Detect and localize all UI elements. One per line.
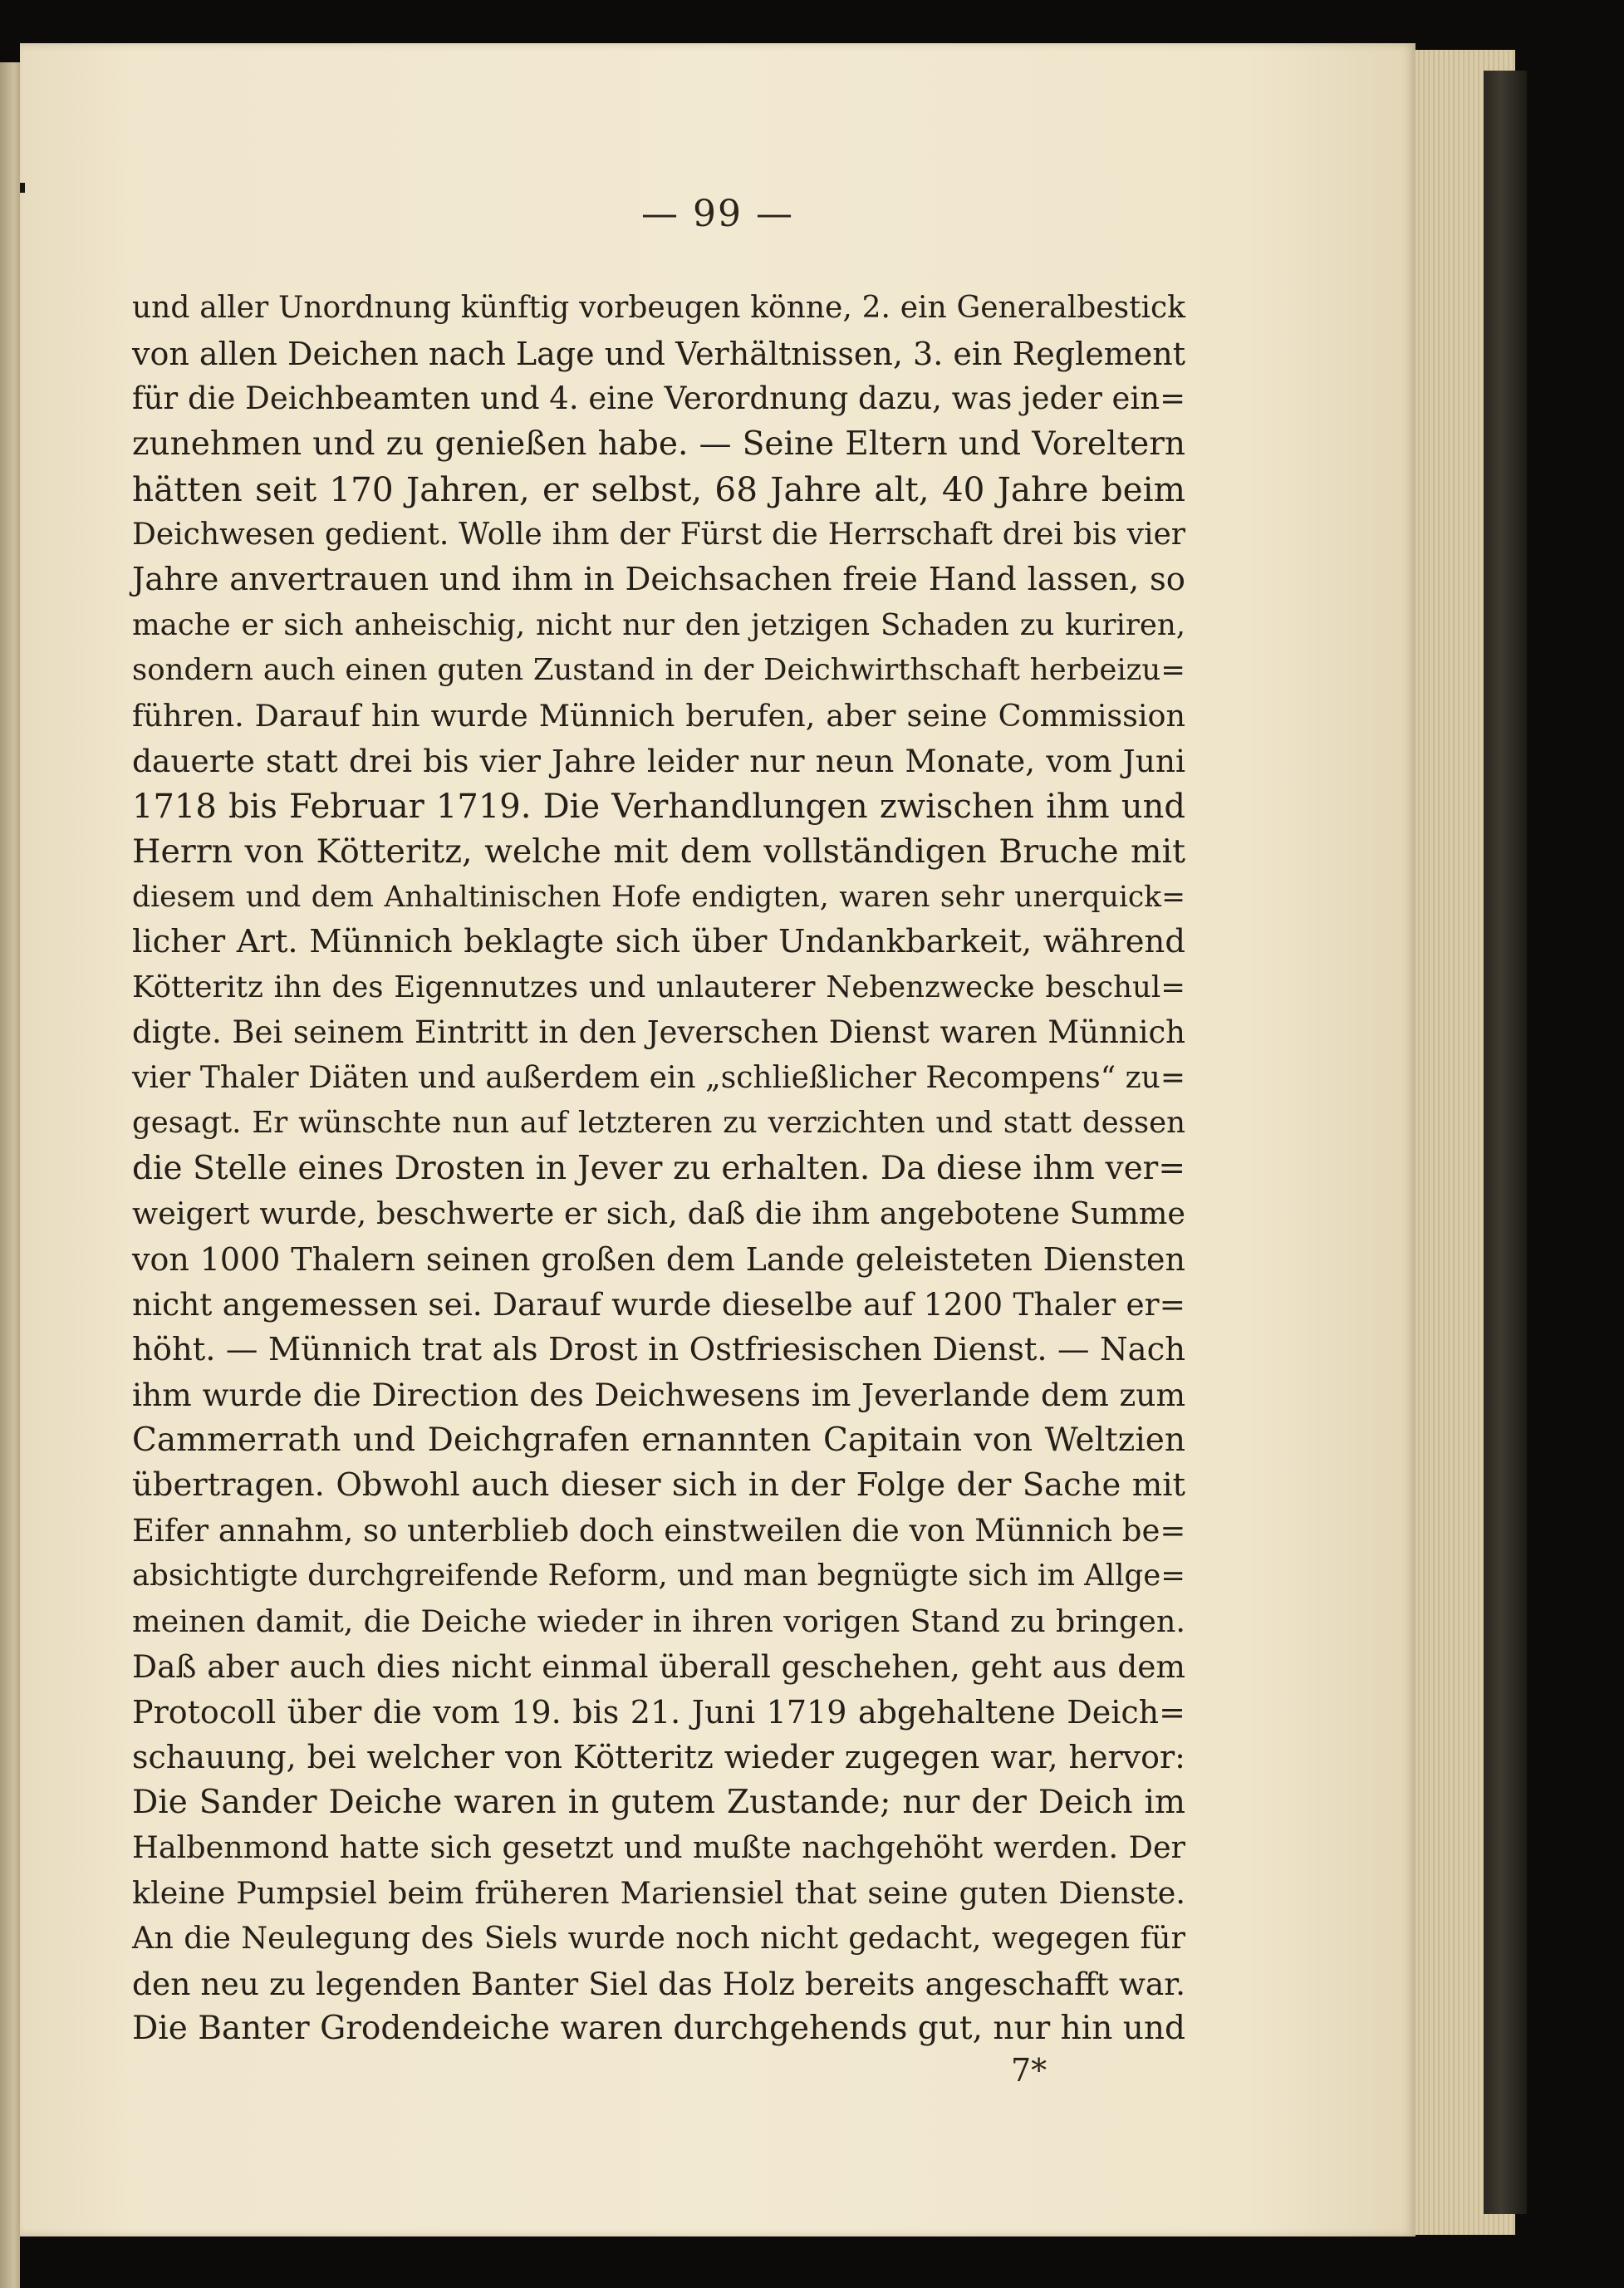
text-line: vier Thaler Diäten und außerdem ein „schließlicher Recompens“ zu= [132,1060,1185,1095]
margin-mark [20,183,25,193]
text-line: 1718 bis Februar 1719. Die Verhandlungen zwischen ihm und [132,787,1185,826]
text-line: dauerte statt drei bis vier Jahre leider nur neun Monate, vom Juni [132,743,1185,779]
text-line: Deichwesen gedient. Wolle ihm der Fürst die Herrschaft drei bis vier [132,517,1185,552]
text-line: Cammerrath und Deichgrafen ernannten Capitain von Weltzien [132,1421,1185,1459]
text-line: weigert wurde, beschwerte er sich, daß die ihm angebotene Summe [132,1196,1185,1231]
text-line: kleine Pumpsiel beim früheren Mariensiel that seine guten Dienste. [132,1874,1185,1911]
text-line: die Stelle eines Drosten in Jever zu erhalten. Da diese ihm ver= [132,1149,1185,1187]
text-line: sondern auch einen guten Zustand in der Deichwirthschaft herbeizu= [132,653,1185,687]
running-head: — 99 — [641,193,794,235]
body-text [132,286,1185,2052]
text-line: Protocoll über die vom 19. bis 21. Juni 1719 abgehaltene Deich= [132,1693,1185,1731]
text-line: von 1000 Thalern seinen großen dem Lande geleisteten Diensten [132,1240,1185,1278]
text-line: digte. Bei seinem Eintritt in den Jeverschen Dienst waren Münnich [132,1014,1185,1050]
text-line: Eifer annahm, so unterblieb doch einstweilen die von Münnich be= [132,1512,1186,1549]
text-line: und aller Unordnung künftig vorbeugen könne, 2. ein Generalbestick [132,291,1185,325]
book-spine [1484,71,1527,2214]
text-line: nicht angemessen sei. Darauf wurde dieselbe auf 1200 Thaler er= [132,1286,1185,1323]
text-line: Kötteritz ihn des Eigennutzes und unlauterer Nebenzwecke beschul= [132,970,1185,1004]
text-line: Daß aber auch dies nicht einmal überall geschehen, geht aus dem [132,1648,1185,1685]
text-line: Halbenmond hatte sich gesetzt und mußte nachgehöht werden. Der [132,1829,1185,1865]
book-page [20,43,1415,2236]
text-line: übertragen. Obwohl auch dieser sich in der Folge der Sache mit [132,1466,1185,1504]
text-line: ihm wurde die Direction des Deichwesens im Jeverlande dem zum [132,1377,1185,1413]
text-line: Herrn von Kötteritz, welche mit dem vollständigen Bruche mit [132,832,1185,871]
text-line: An die Neulegung des Siels wurde noch nicht gedacht, wegegen für [132,1920,1185,1956]
text-line: den neu zu legenden Banter Siel das Holz bereits angeschafft war. [132,1965,1185,2002]
text-line: mache er sich anheischig, nicht nur den jetzigen Schaden zu kuriren, [132,607,1185,642]
text-line: gesagt. Er wünschte nun auf letzteren zu verzichten und statt dessen [132,1106,1185,1140]
text-line: diesem und dem Anhaltinischen Hofe endigten, waren sehr unerquick= [132,880,1185,914]
text-line: meinen damit, die Deiche wieder in ihren vorigen Stand zu bringen. [132,1603,1185,1639]
text-line: Die Sander Deiche waren in gutem Zustande; nur der Deich im [132,1783,1185,1821]
signature-mark: 7* [1011,2052,1048,2089]
text-line: von allen Deichen nach Lage und Verhältnissen, 3. ein Reglement [132,335,1185,372]
text-line: führen. Darauf hin wurde Münnich berufen, aber seine Commission [132,697,1185,734]
text-line: licher Art. Münnich beklagte sich über Undankbarkeit, während [132,923,1185,960]
text-line: zunehmen und zu genießen habe. — Seine Eltern und Voreltern [132,425,1185,463]
text-line: Die Banter Grodendeiche waren durchgehends gut, nur hin und [132,2010,1185,2047]
text-line: schauung, bei welcher von Kötteritz wieder zugegen war, hervor: [132,1739,1185,1775]
text-line: für die Deichbeamten und 4. eine Verordnung dazu, was jeder ein= [132,381,1186,416]
text-line: Jahre anvertrauen und ihm in Deichsachen freie Hand lassen, so [132,561,1185,598]
text-line: hätten seit 170 Jahren, er selbst, 68 Jahre alt, 40 Jahre beim [132,469,1185,509]
text-line: höht. — Münnich trat als Drost in Ostfriesischen Dienst. — Nach [132,1330,1185,1368]
facing-page-edge [0,62,20,2288]
text-line: absichtigte durchgreifende Reform, und man begnügte sich im Allge= [132,1559,1185,1593]
